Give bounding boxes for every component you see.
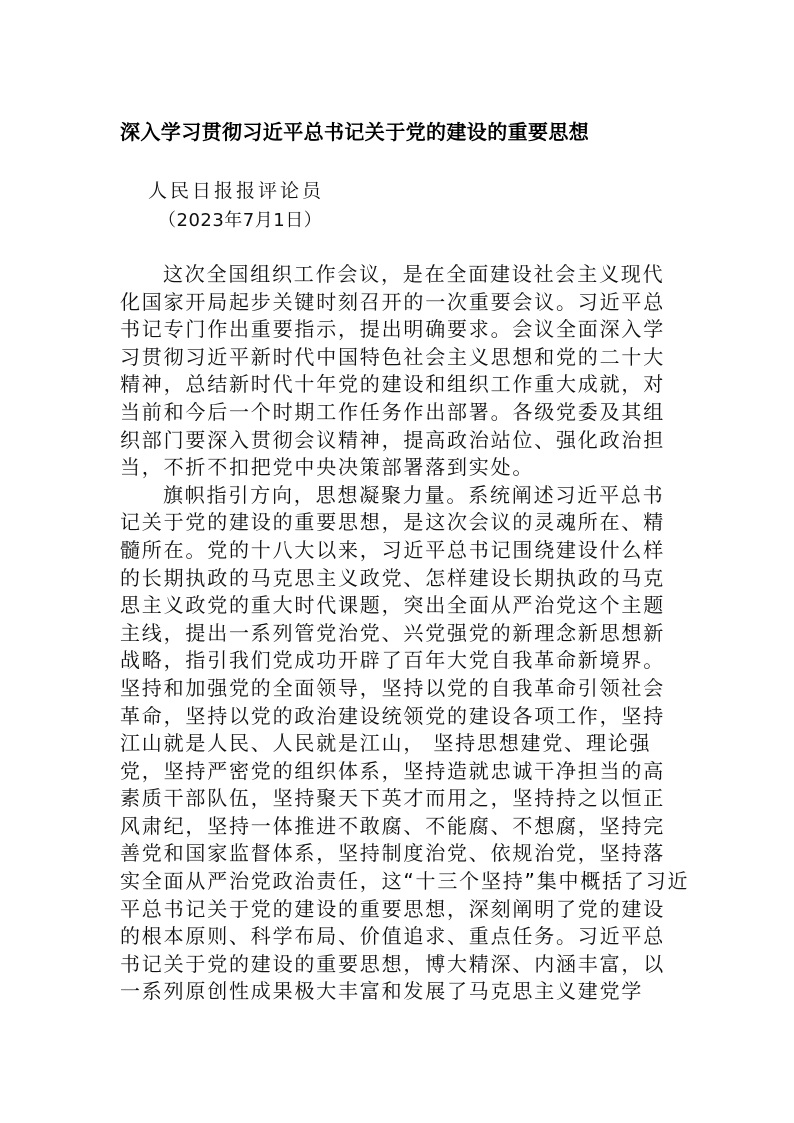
paragraph-line: 当，不折不扣把党中央决策部署落到实处。 xyxy=(120,455,535,480)
paragraph-line: 实全面从严治党政治责任，这“十三个坚持”集中概括了习近 xyxy=(120,869,690,894)
author-line: 人民日报报评论员 xyxy=(148,180,325,202)
paragraph-line: 素质干部队伍，坚持聚天下英才而用之，坚持持之以恒正 xyxy=(120,786,665,811)
paragraph xyxy=(120,482,690,1006)
paragraph-line: 习贯彻习近平新时代中国特色社会主义思想和党的二十大 xyxy=(120,344,665,369)
paragraph-line: 平总书记关于党的建设的重要思想，深刻阐明了党的建设 xyxy=(120,896,665,921)
paragraph-line: 善党和国家监督体系，坚持制度治党、依规治党，坚持落 xyxy=(120,841,665,866)
paragraph-line: 党，坚持严密党的组织体系，坚持造就忠诚干净担当的高 xyxy=(120,758,665,783)
paragraph-line: 书记专门作出重要指示，提出明确要求。会议全面深入学 xyxy=(120,317,665,342)
paragraph-line: 记关于党的建设的重要思想，是这次会议的灵魂所在、精 xyxy=(120,510,665,535)
paragraph-line: 书记关于党的建设的重要思想，博大精深、内涵丰富，以 xyxy=(120,951,665,976)
paragraph-line: 织部门要深入贯彻会议精神，提高政治站位、强化政治担 xyxy=(120,427,665,452)
paragraph-line: 主线，提出一系列管党治党、兴党强党的新理念新思想新 xyxy=(120,620,665,645)
paragraph-line: 髓所在。党的十八大以来，习近平总书记围绕建设什么样 xyxy=(120,537,665,562)
paragraph-line: 思主义政党的重大时代课题，突出全面从严治党这个主题 xyxy=(120,593,665,618)
paragraph-line: 这次全国组织工作会议，是在全面建设社会主义现代 xyxy=(163,262,665,286)
paragraph xyxy=(120,261,680,482)
article-title: 深入学习贯彻习近平总书记关于党的建设的重要思想 xyxy=(120,120,590,144)
paragraph-line: 革命，坚持以党的政治建设统领党的建设各项工作，坚持 xyxy=(120,703,665,728)
paragraph-line: 江山就是人民、人民就是江山， 坚持思想建党、理论强 xyxy=(120,731,652,756)
paragraph-line: 的根本原则、科学布局、价值追求、重点任务。习近平总 xyxy=(120,924,665,949)
publish-date: （2023年7月1日） xyxy=(158,210,323,231)
paragraph-line: 风肃纪，坚持一体推进不敢腐、不能腐、不想腐，坚持完 xyxy=(120,813,665,838)
paragraph-line: 化国家开局起步关键时刻召开的一次重要会议。习近平总 xyxy=(120,289,665,314)
paragraph-line: 一系列原创性成果极大丰富和发展了马克思主义建党学 xyxy=(120,979,644,1004)
paragraph-line: 旗帜指引方向，思想凝聚力量。系统阐述习近平总书 xyxy=(163,482,665,507)
paragraph-line: 战略，指引我们党成功开辟了百年大党自我革命新境界。 xyxy=(120,648,665,673)
article-body xyxy=(120,261,690,1006)
paragraph-line: 坚持和加强党的全面领导，坚持以党的自我革命引领社会 xyxy=(120,675,665,700)
paragraph-line: 的长期执政的马克思主义政党、怎样建设长期执政的马克 xyxy=(120,565,665,590)
paragraph-line: 当前和今后一个时期工作任务作出部署。各级党委及其组 xyxy=(120,399,665,424)
paragraph-line: 精神，总结新时代十年党的建设和组织工作重大成就，对 xyxy=(120,372,665,397)
